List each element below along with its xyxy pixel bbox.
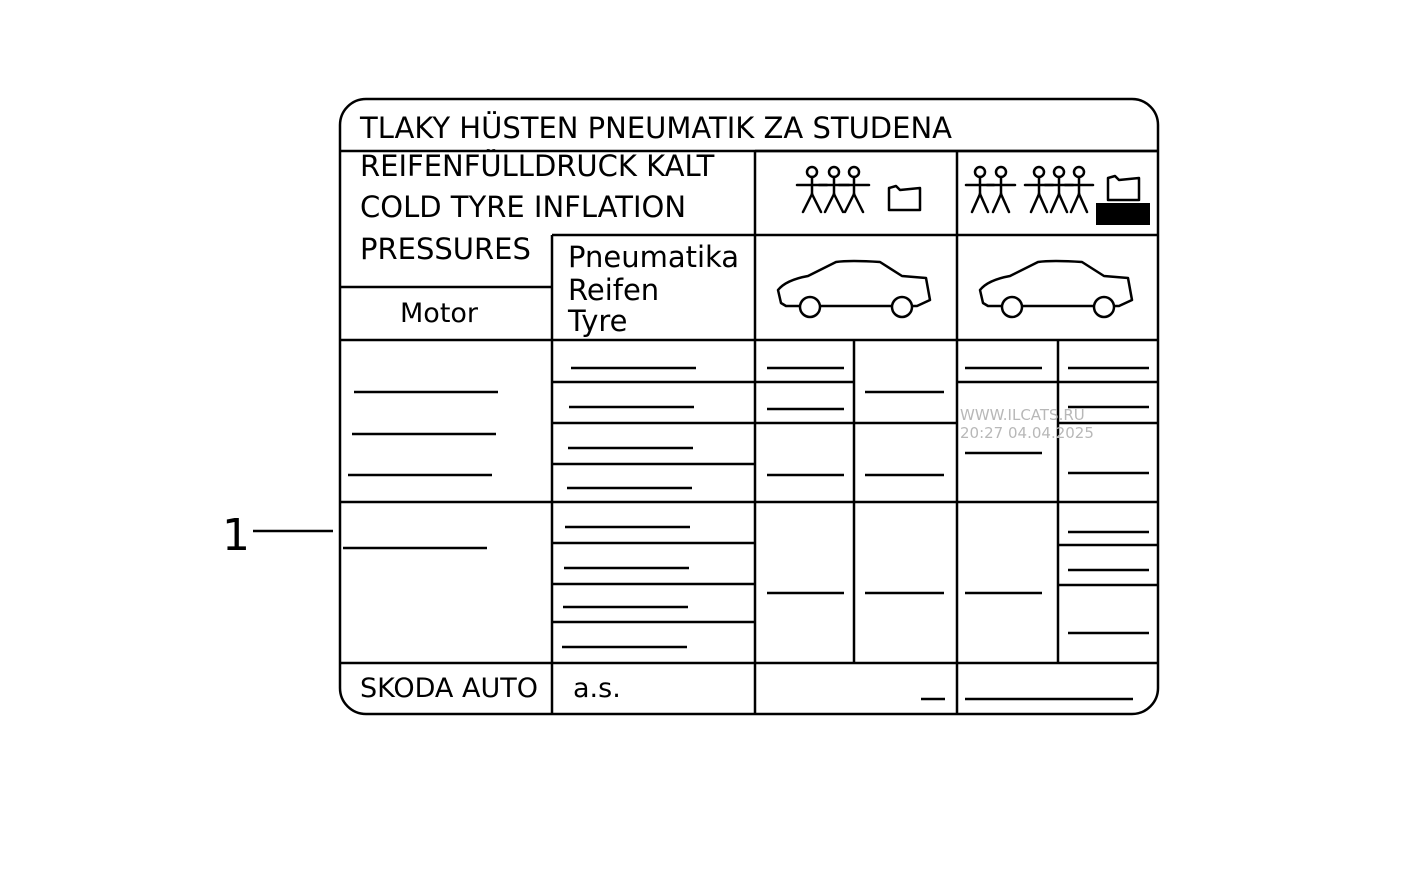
five-persons-icon <box>966 167 1093 212</box>
tyre-label-cz: Pneumatika <box>568 240 740 274</box>
car-side-icon <box>778 261 930 317</box>
tyre-label-de: Reifen <box>568 273 660 307</box>
header-line-1: TLAKY HÜSTEN PNEUMATIK ZA STUDENA <box>360 111 952 145</box>
header-line-3: COLD TYRE INFLATION <box>360 190 687 224</box>
motor-label: Motor <box>400 298 479 329</box>
footer-maker: SKODA AUTO <box>360 673 538 704</box>
watermark-line-2: 20:27 04.04.2025 <box>960 424 1094 442</box>
footer-suffix: a.s. <box>573 673 621 704</box>
header-line-4: PRESSURES <box>360 232 531 266</box>
header-line-2: REIFENFÜLLDRUCK KALT <box>360 149 715 183</box>
three-persons-icon <box>797 167 869 212</box>
car-side-icon <box>980 261 1132 317</box>
tyre-label-en: Tyre <box>568 304 628 338</box>
luggage-full-icon <box>1096 176 1150 225</box>
watermark-line-1: WWW.ILCATS.RU <box>960 406 1085 424</box>
callout-number: 1 <box>222 510 250 561</box>
luggage-icon <box>889 186 920 210</box>
